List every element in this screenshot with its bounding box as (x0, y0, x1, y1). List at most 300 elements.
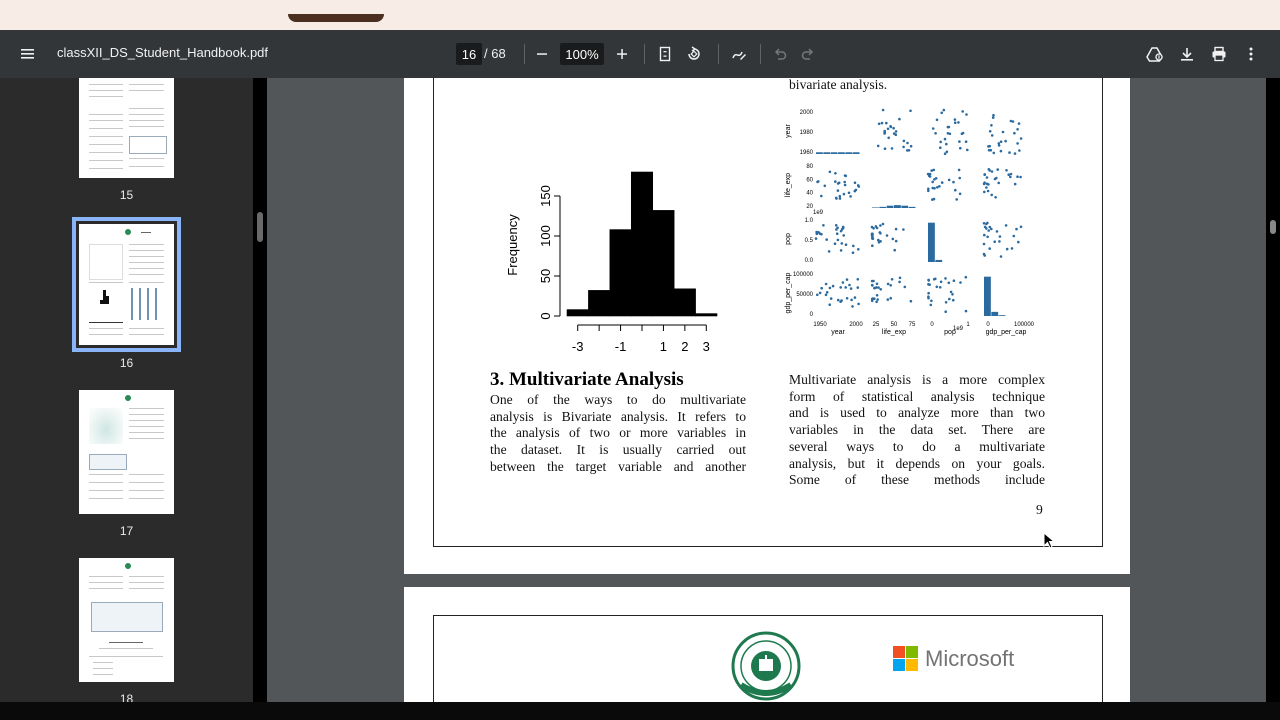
pairplot-point (965, 310, 968, 313)
pairplot-point (854, 181, 857, 184)
pairplot-point (857, 184, 860, 187)
pairplot-hist-bar (887, 206, 894, 208)
pairplot-y-tick: 50000 (796, 292, 813, 298)
pairplot-point (1004, 140, 1007, 143)
pairplot-point (892, 238, 895, 241)
pairplot-point (989, 130, 992, 133)
pairplot-point (992, 114, 995, 117)
pairplot-chart (784, 100, 1054, 345)
pairplot-x-label: life_exp (881, 329, 907, 336)
pairplot-point (1000, 140, 1003, 143)
browser-tab[interactable] (288, 14, 384, 22)
pairplot-point (837, 182, 840, 185)
mouse-cursor-icon (1043, 532, 1055, 550)
pairplot-point (872, 280, 875, 283)
download-icon[interactable] (1173, 40, 1201, 68)
left-paragraph: One of the ways to do multivariate analysis is Bivariate analysis. It refers to the analysis of two or more variables in the dataset. It is usually carried out between the target variable and another (490, 392, 746, 474)
pairplot-point (1020, 226, 1023, 229)
pairplot-point (841, 242, 844, 245)
pairplot-point (889, 297, 892, 300)
pairplot-y-label: pop (785, 233, 792, 245)
pairplot-point (884, 147, 887, 150)
pairplot-point (1008, 151, 1011, 154)
pairplot-point (828, 250, 831, 253)
pairplot-point (877, 239, 880, 242)
page-thumbnail-17[interactable] (79, 390, 174, 514)
pairplot-point (996, 230, 999, 233)
pairplot-point (944, 310, 947, 313)
pairplot-point (994, 178, 997, 181)
pairplot-point (881, 122, 884, 125)
pairplot-point (936, 119, 939, 122)
pairplot-point (848, 284, 851, 287)
undo-icon[interactable] (766, 40, 794, 68)
pairplot-point (958, 177, 961, 180)
page-thumbnail-18[interactable] (79, 558, 174, 682)
pairplot-point (840, 249, 843, 252)
pairplot-point (895, 133, 898, 136)
viewer-scrollbar[interactable] (1270, 220, 1276, 234)
pairplot-point (839, 286, 842, 289)
pairplot-point (983, 183, 986, 186)
pairplot-point (871, 226, 874, 229)
pairplot-point (878, 123, 881, 126)
pairplot-point (1006, 248, 1009, 251)
pairplot-hist-bar (909, 207, 916, 208)
pairplot-hist-bar (872, 207, 879, 208)
pairplot-hist-bar (879, 207, 886, 208)
pairplot-point (939, 286, 942, 289)
pairplot-x-tick: 0 (930, 322, 934, 328)
pairplot-point (927, 279, 930, 282)
screen-bottom-bar (0, 702, 1280, 720)
pairplot-hist-bar (894, 205, 901, 208)
pairplot-scale-note: 1e9 (952, 326, 964, 332)
pairplot-point (816, 181, 819, 184)
document-title: classXII_DS_Student_Handbook.pdf (57, 45, 269, 60)
redo-icon[interactable] (794, 40, 822, 68)
pairplot-point (825, 294, 828, 297)
pairplot-point (834, 172, 837, 175)
pairplot-point (898, 118, 901, 121)
pairplot-point (934, 278, 937, 281)
pairplot-point (845, 175, 848, 178)
pairplot-point (822, 224, 825, 227)
pairplot-point (987, 145, 990, 148)
pairplot-point (1016, 128, 1019, 131)
pairplot-point (879, 288, 882, 291)
pairplot-point (983, 173, 986, 176)
pairplot-point (835, 224, 838, 227)
pairplot-x-tick: 100000 (1013, 322, 1035, 328)
pairplot-point (843, 181, 846, 184)
pairplot-y-tick: 40 (806, 190, 813, 197)
pairplot-point (985, 227, 988, 230)
x-tick-label: 2 (681, 339, 689, 354)
pairplot-point (879, 231, 882, 234)
pairplot-point (959, 193, 962, 196)
pairplot-point (844, 286, 847, 289)
page-number-input[interactable]: 16 (456, 43, 482, 65)
pairplot-y-tick: 80 (806, 164, 813, 170)
pairplot-point (941, 181, 944, 184)
pairplot-point (1002, 131, 1005, 134)
pairplot-y-tick: 0.0 (804, 258, 813, 264)
pairplot-point (1009, 176, 1012, 179)
pairplot-point (930, 304, 933, 307)
cbse-logo-icon (731, 629, 801, 702)
pairplot-y-label: life_exp (785, 172, 792, 198)
pairplot-point (898, 281, 901, 284)
thumbnail-label: 18 (119, 692, 134, 702)
pairplot-point (895, 240, 898, 243)
pairplot-point (887, 128, 890, 131)
pairplot-point (939, 141, 942, 144)
pairplot-point (953, 279, 956, 282)
pairplot-point (958, 169, 961, 172)
menu-icon[interactable] (14, 40, 42, 68)
pairplot-hist-bar (999, 315, 1006, 316)
pairplot-point (993, 152, 996, 155)
pairplot-point (954, 189, 957, 192)
browser-tab-strip (0, 0, 1280, 30)
pairplot-point (931, 187, 934, 190)
pairplot-point (816, 294, 819, 297)
pairplot-point (927, 173, 930, 176)
pairplot-point (986, 222, 989, 225)
pairplot-point (842, 226, 845, 229)
pairplot-point (948, 126, 951, 129)
pairplot-y-tick: 20 (806, 204, 813, 210)
pairplot-point (895, 130, 898, 133)
pairplot-hist-bar (991, 312, 998, 316)
pairplot-point (1013, 235, 1016, 238)
pairplot-point (999, 235, 1002, 238)
pairplot-x-tick: 1950 (813, 322, 827, 328)
pairplot-point (825, 283, 828, 286)
pairplot-point (936, 286, 939, 289)
pairplot-hist-bar (984, 277, 991, 316)
sidebar-scrollbar[interactable] (257, 212, 263, 242)
pairplot-y-tick: 0 (809, 312, 813, 318)
pairplot-y-tick: 1980 (799, 130, 813, 136)
pairplot-point (843, 193, 846, 196)
pairplot-point (950, 291, 953, 294)
pairplot-point (944, 152, 947, 155)
pairplot-point (902, 146, 905, 149)
more-icon[interactable] (1237, 40, 1265, 68)
pairplot-point (850, 299, 853, 302)
pairplot-point (1019, 176, 1022, 179)
pairplot-point (990, 149, 993, 152)
pairplot-point (886, 234, 889, 237)
pairplot-point (876, 294, 879, 297)
pairplot-point (1014, 183, 1017, 186)
thumbnail-label: 15 (119, 188, 134, 202)
pairplot-point (903, 140, 906, 143)
pairplot-point (879, 224, 882, 227)
pairplot-point (961, 110, 964, 113)
pairplot-point (815, 237, 818, 240)
page-number: 9 (1036, 502, 1043, 517)
pairplot-point (1016, 142, 1019, 145)
pairplot-point (1017, 241, 1020, 244)
histogram-bar (610, 230, 631, 316)
annotate-icon[interactable] (725, 40, 753, 68)
pairplot-x-label: year (831, 329, 845, 336)
pairplot-point (947, 132, 950, 135)
pairplot-point (948, 179, 951, 182)
pairplot-point (944, 138, 947, 141)
pairplot-point (987, 229, 990, 232)
pairplot-hist-bar (901, 206, 908, 208)
pairplot-point (996, 168, 999, 171)
pairplot-y-label: gdp_per_cap (785, 272, 792, 314)
top-text: bivariate analysis. (789, 78, 888, 92)
pairplot-point (1005, 169, 1008, 172)
pairplot-point (871, 244, 874, 247)
pairplot-point (1010, 173, 1013, 176)
pairplot-point (992, 116, 995, 119)
pairplot-y-tick: 60 (806, 177, 813, 184)
pairplot-point (849, 195, 852, 198)
right-paragraph: Multivariate analysis is a more complex form of statistical analysis technique and is used to analyze more than two variables in the data set. There are several ways to do a multivariate analysis, but it depends on your goals. Some of these methods include (789, 372, 1045, 488)
pairplot-point (852, 251, 855, 254)
pairplot-point (871, 299, 874, 302)
toolbar-divider (760, 44, 761, 64)
pairplot-point (851, 305, 854, 308)
pairplot-point (927, 292, 930, 295)
pairplot-point (871, 284, 874, 287)
pairplot-point (848, 192, 851, 195)
pairplot-point (957, 121, 960, 124)
pdf-page-17 (404, 587, 1130, 702)
pairplot-hist-bar (823, 152, 830, 154)
pairplot-point (938, 185, 941, 188)
zoom-out-icon[interactable] (528, 40, 556, 68)
pairplot-point (820, 287, 823, 290)
pairplot-point (841, 228, 844, 231)
pairplot-hist-bar (845, 152, 852, 154)
pairplot-point (928, 283, 931, 286)
pairplot-point (983, 191, 986, 194)
pairplot-point (857, 278, 860, 281)
pairplot-x-tick: 1 (966, 322, 970, 328)
pairplot-point (910, 145, 913, 148)
pairplot-point (842, 234, 845, 237)
pairplot-point (1000, 255, 1003, 258)
pairplot-point (1018, 149, 1021, 152)
pairplot-point (902, 228, 905, 231)
pairplot-point (839, 195, 842, 198)
pairplot-point (965, 276, 968, 279)
pairplot-x-tick: 25 (872, 322, 880, 328)
pairplot-point (988, 247, 991, 250)
fit-page-icon[interactable] (651, 40, 679, 68)
pairplot-point (904, 286, 907, 289)
pairplot-point (945, 301, 948, 304)
pairplot-point (1000, 150, 1003, 153)
pairplot-point (887, 283, 890, 286)
pairplot-point (826, 291, 829, 294)
pairplot-point (985, 186, 988, 189)
pairplot-point (998, 144, 1001, 147)
pairplot-point (885, 122, 888, 125)
pairplot-point (945, 143, 948, 146)
pairplot-point (857, 248, 860, 251)
pairplot-point (948, 298, 951, 301)
pairplot-point (1005, 224, 1008, 227)
pairplot-hist-bar (853, 152, 860, 154)
pairplot-point (927, 297, 930, 300)
pairplot-point (1013, 132, 1016, 135)
y-tick-label: 150 (538, 185, 553, 207)
x-tick-label: 1 (659, 339, 668, 354)
pairplot-point (877, 145, 880, 148)
thumbnail-label: 17 (119, 524, 134, 538)
pairplot-point (871, 233, 874, 236)
pairplot-point (1020, 137, 1023, 140)
pairplot-point (820, 195, 823, 198)
pairplot-point (857, 286, 860, 289)
pairplot-point (1011, 247, 1014, 250)
y-tick-label: 50 (538, 268, 553, 284)
pairplot-point (929, 175, 932, 178)
pairplot-point (824, 185, 827, 188)
pairplot-point (991, 134, 994, 137)
pairplot-point (887, 298, 890, 301)
document-viewer[interactable] (267, 78, 1266, 702)
pairplot-point (952, 181, 955, 184)
pairplot-point (910, 300, 913, 303)
pairplot-point (834, 180, 837, 183)
pairplot-point (990, 194, 993, 197)
pairplot-point (959, 147, 962, 150)
pairplot-point (837, 299, 840, 302)
pairplot-y-tick: 1960 (799, 150, 813, 156)
pairplot-point (876, 227, 879, 230)
pairplot-point (983, 222, 986, 225)
pairplot-point (895, 228, 898, 231)
pairplot-point (987, 183, 990, 186)
drive-icon[interactable] (1141, 40, 1169, 68)
pairplot-point (892, 127, 895, 130)
pairplot-y-label: year (785, 124, 792, 138)
pairplot-point (994, 196, 997, 199)
pairplot-point (835, 197, 838, 200)
y-tick-label: 0 (538, 312, 553, 320)
pairplot-x-tick: 50 (890, 322, 898, 328)
histogram-bar (567, 310, 588, 316)
pairplot-point (948, 282, 951, 285)
pairplot-point (983, 234, 986, 237)
pairplot-point (883, 131, 886, 134)
microsoft-logo-text: Microsoft (925, 646, 1015, 671)
pairplot-point (944, 277, 947, 280)
pairplot-point (891, 147, 894, 150)
pairplot-point (1015, 228, 1018, 231)
toolbar-divider (718, 44, 719, 64)
thumbnail-label: 16 (119, 356, 134, 370)
pairplot-y-tick: 100000 (792, 272, 813, 278)
pairplot-x-tick: 2000 (849, 322, 863, 328)
print-icon[interactable] (1205, 40, 1233, 68)
pairplot-x-label: gdp_per_cap (985, 329, 1027, 336)
pairplot-point (887, 137, 890, 140)
zoom-in-icon[interactable] (608, 40, 636, 68)
pairplot-point (876, 283, 879, 286)
pairplot-point (889, 125, 892, 128)
page-thumbnail-16[interactable] (79, 224, 174, 345)
pairplot-point (906, 142, 909, 145)
pairplot-point (882, 223, 885, 226)
section-heading: 3. Multivariate Analysis (490, 369, 684, 390)
pairplot-point (837, 239, 840, 242)
pairplot-point (873, 287, 876, 290)
pairplot-point (854, 296, 857, 299)
pairplot-point (832, 285, 835, 288)
pairplot-point (954, 118, 957, 121)
pairplot-point (946, 151, 949, 154)
y-tick-label: 100 (538, 225, 553, 247)
pairplot-scale-note: 1e9 (812, 210, 824, 216)
pairplot-point (965, 140, 968, 143)
pairplot-hist-bar (928, 223, 935, 262)
zoom-level-input[interactable]: 100% (560, 43, 604, 65)
pairplot-point (820, 233, 823, 236)
microsoft-logo-icon (893, 646, 919, 672)
pairplot-point (962, 132, 965, 135)
pairplot-point (934, 132, 937, 135)
pairplot-point (830, 297, 833, 300)
page-total: / 68 (484, 46, 506, 61)
thumbnail-sidebar (0, 78, 253, 702)
pairplot-point (933, 198, 936, 201)
pairplot-point (927, 188, 930, 191)
histogram-chart (484, 118, 734, 358)
pairplot-point (983, 253, 986, 256)
pairplot-hist-bar (816, 152, 823, 154)
x-tick-label: -3 (571, 339, 584, 354)
pairplot-point (966, 149, 969, 152)
pairplot-point (842, 281, 845, 284)
pairplot-point (834, 242, 837, 245)
histogram-bar (588, 290, 609, 316)
pairplot-point (825, 238, 828, 241)
rotate-icon[interactable] (680, 40, 708, 68)
pairplot-point (854, 190, 857, 193)
pairplot-point (836, 227, 839, 230)
pdf-page-16 (404, 78, 1130, 574)
pairplot-point (958, 140, 961, 143)
page-thumbnail-15[interactable] (79, 78, 174, 178)
pairplot-point (989, 226, 992, 229)
pdf-toolbar (0, 30, 1280, 78)
pairplot-x-tick: 0 (986, 322, 990, 328)
pairplot-point (983, 243, 986, 246)
pairplot-point (987, 190, 990, 193)
pairplot-point (932, 127, 935, 130)
pairplot-hist-bar (831, 152, 838, 154)
pairplot-point (817, 231, 820, 234)
pairplot-point (986, 236, 989, 239)
pairplot-point (940, 281, 943, 284)
pairplot-point (965, 113, 968, 116)
pairplot-point (839, 197, 842, 200)
pairplot-point (846, 297, 849, 300)
pairplot-point (828, 303, 831, 306)
pairplot-point (908, 149, 911, 152)
